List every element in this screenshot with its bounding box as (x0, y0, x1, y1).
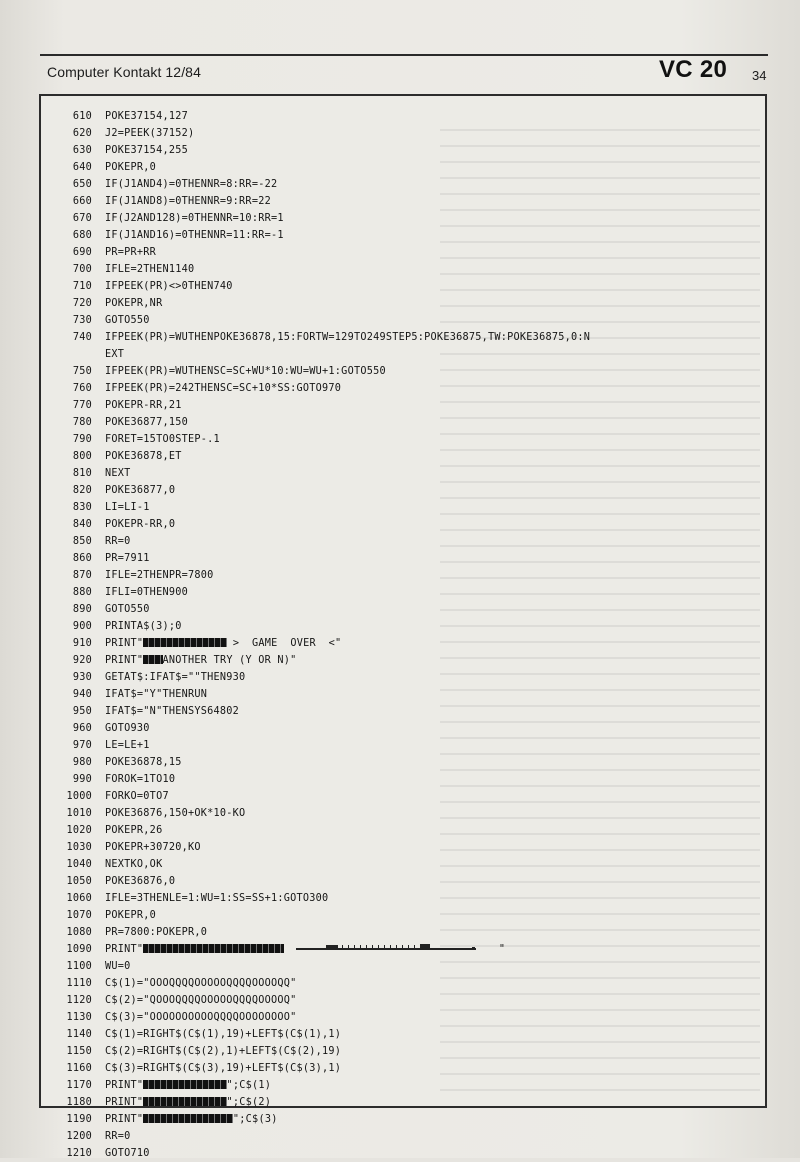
code-line (58, 958, 758, 975)
code-line (58, 329, 758, 346)
code-line (58, 142, 758, 159)
code-text: IFAT$="Y"THENRUN (105, 689, 208, 700)
line-number: 800 (72, 451, 92, 462)
code-text: POKEPR-RR,0 (105, 519, 176, 530)
code-line (58, 363, 758, 380)
code-line (58, 159, 758, 176)
code-text: IFLE=3THENLE=1:WU=1:SS=SS+1:GOTO300 (105, 893, 329, 904)
line-number: 840 (72, 519, 92, 530)
code-text: IFPEEK(PR)=WUTHENPOKE36878,15:FORTW=129TO249STEP5:POKE36875,TW:POKE36875,0:N (105, 332, 591, 343)
code-text: GETAT$:IFAT$=""THEN930 (105, 672, 246, 683)
code-text: NEXTKO,OK (105, 859, 163, 870)
code-line (58, 227, 758, 244)
code-text: C$(3)="OOOOOOOOOOQQQQOOOOOOOO" (105, 1012, 297, 1023)
code-text: POKEPR,26 (105, 825, 163, 836)
line-number: 1010 (66, 808, 92, 819)
code-text: FOROK=1TO10 (105, 774, 176, 785)
code-text: ";C$(2) (226, 1097, 272, 1108)
line-number: 1000 (66, 791, 92, 802)
code-line (58, 686, 758, 703)
line-number: 1150 (66, 1046, 92, 1057)
line-number: 1070 (66, 910, 92, 921)
line-number: 750 (72, 366, 92, 377)
code-line (58, 397, 758, 414)
code-text: POKE37154,255 (105, 145, 188, 156)
line-number: 940 (72, 689, 92, 700)
code-text: IFLE=2THEN1140 (105, 264, 195, 275)
line-number: 1020 (66, 825, 92, 836)
code-text: GOTO710 (105, 1148, 150, 1159)
code-text: POKE36877,0 (105, 485, 176, 496)
line-number: 990 (72, 774, 92, 785)
code-line (58, 533, 758, 550)
code-line (58, 1026, 758, 1043)
line-number: 790 (72, 434, 92, 445)
reverse-control-chars (143, 638, 226, 647)
line-number: 900 (72, 621, 92, 632)
reverse-control-chars (143, 1080, 226, 1089)
line-number: 1040 (66, 859, 92, 870)
code-line (58, 754, 758, 771)
line-number: 910 (72, 638, 92, 649)
code-line (58, 856, 758, 873)
code-text: " (486, 944, 506, 955)
code-text: POKE36877,150 (105, 417, 188, 428)
section-title: VC 20 (659, 56, 728, 83)
code-line (58, 1009, 758, 1026)
code-line (58, 737, 758, 754)
magazine-issue: Computer Kontakt 12/84 (47, 64, 201, 80)
line-number: 890 (72, 604, 92, 615)
code-line (58, 941, 758, 958)
code-text: IF(J2AND128)=0THENNR=10:RR=1 (105, 213, 284, 224)
code-line (58, 890, 758, 907)
line-number: 1110 (66, 978, 92, 989)
code-line (58, 1060, 758, 1077)
code-text: RR=0 (105, 1131, 131, 1142)
code-text: FORET=15TO0STEP-.1 (105, 434, 220, 445)
code-line (58, 720, 758, 737)
line-number: 810 (72, 468, 92, 479)
code-text: PR=PR+RR (105, 247, 157, 258)
code-line (58, 1094, 758, 1111)
code-text: PR=7911 (105, 553, 150, 564)
line-number: 880 (72, 587, 92, 598)
line-number: 1210 (66, 1148, 92, 1159)
code-line (58, 839, 758, 856)
reverse-control-chars (143, 1097, 226, 1106)
line-number: 830 (72, 502, 92, 513)
line-number: 1050 (66, 876, 92, 887)
code-text: LE=LE+1 (105, 740, 150, 751)
code-line (58, 125, 758, 142)
code-text: POKEPR,0 (105, 162, 157, 173)
line-number: 610 (72, 111, 92, 122)
code-line (58, 618, 758, 635)
code-text: IF(J1AND8)=0THENNR=9:RR=22 (105, 196, 271, 207)
line-number: 1080 (66, 927, 92, 938)
line-number: 730 (72, 315, 92, 326)
code-text: PRINT" (105, 655, 144, 666)
code-line (58, 1111, 758, 1128)
code-line (58, 295, 758, 312)
code-text: J2=PEEK(37152) (105, 128, 195, 139)
code-text: IFPEEK(PR)=242THENSC=SC+10*SS:GOTO970 (105, 383, 342, 394)
code-text: POKE36878,ET (105, 451, 182, 462)
graphic-characters (296, 942, 486, 954)
code-text: IFLI=0THEN900 (105, 587, 188, 598)
code-text: PRINT" (105, 638, 144, 649)
code-line (58, 448, 758, 465)
code-line (58, 1128, 758, 1145)
code-line (58, 465, 758, 482)
code-line (58, 873, 758, 890)
line-number: 1160 (66, 1063, 92, 1074)
line-number: 1170 (66, 1080, 92, 1091)
code-line (58, 907, 758, 924)
code-line (58, 567, 758, 584)
line-number: 760 (72, 383, 92, 394)
code-line (58, 703, 758, 720)
line-number: 710 (72, 281, 92, 292)
line-number: 1100 (66, 961, 92, 972)
line-number: 720 (72, 298, 92, 309)
line-number: 1120 (66, 995, 92, 1006)
code-text: GOTO930 (105, 723, 150, 734)
code-text: C$(3)=RIGHT$(C$(3),19)+LEFT$(C$(3),1) (105, 1063, 342, 1074)
code-text: NEXT (105, 468, 131, 479)
code-line (58, 788, 758, 805)
reverse-control-chars (143, 1114, 233, 1123)
code-text: PRINTA$(3);0 (105, 621, 182, 632)
line-number: 860 (72, 553, 92, 564)
code-text: C$(1)="OOOQQQQOOOOOQQQQOOOOQQ" (105, 978, 297, 989)
line-number: 930 (72, 672, 92, 683)
code-text: FORKO=0TO7 (105, 791, 169, 802)
reverse-control-chars (143, 944, 284, 953)
code-line (58, 992, 758, 1009)
code-text: > GAME OVER <" (226, 638, 342, 649)
code-text: POKE36876,0 (105, 876, 176, 887)
line-number: 920 (72, 655, 92, 666)
code-line (58, 550, 758, 567)
line-number: 870 (72, 570, 92, 581)
code-line (58, 482, 758, 499)
code-text: ANOTHER TRY (Y OR N)" (162, 655, 297, 666)
code-text: IF(J1AND16)=0THENNR=11:RR=-1 (105, 230, 284, 241)
code-line (58, 669, 758, 686)
line-number: 850 (72, 536, 92, 547)
code-line (58, 193, 758, 210)
line-number: 1060 (66, 893, 92, 904)
code-text: PR=7800:POKEPR,0 (105, 927, 208, 938)
code-line (58, 635, 758, 652)
line-number: 670 (72, 213, 92, 224)
code-line (58, 975, 758, 992)
code-line (58, 771, 758, 788)
line-number: 1030 (66, 842, 92, 853)
code-text: IF(J1AND4)=0THENNR=8:RR=-22 (105, 179, 278, 190)
code-text: GOTO550 (105, 315, 150, 326)
code-text: IFPEEK(PR)<>0THEN740 (105, 281, 233, 292)
line-number: 690 (72, 247, 92, 258)
code-text: POKEPR-RR,21 (105, 400, 182, 411)
code-line (58, 210, 758, 227)
line-number: 1090 (66, 944, 92, 955)
code-line (58, 108, 758, 125)
line-number: 960 (72, 723, 92, 734)
code-text: GOTO550 (105, 604, 150, 615)
line-number: 680 (72, 230, 92, 241)
code-line (58, 652, 758, 669)
reverse-control-chars (143, 655, 162, 664)
code-line (58, 1077, 758, 1094)
code-line (58, 312, 758, 329)
code-line (58, 278, 758, 295)
code-line (58, 176, 758, 193)
code-text: POKEPR,NR (105, 298, 163, 309)
code-text: LI=LI-1 (105, 502, 150, 513)
basic-program-listing (58, 108, 758, 1162)
code-text: POKE36878,15 (105, 757, 182, 768)
code-line (58, 244, 758, 261)
line-number: 650 (72, 179, 92, 190)
code-line (58, 431, 758, 448)
code-text: POKE36876,150+OK*10-KO (105, 808, 246, 819)
line-number: 1190 (66, 1114, 92, 1125)
line-number: 700 (72, 264, 92, 275)
code-line (58, 822, 758, 839)
code-text: PRINT" (105, 944, 144, 955)
line-number: 980 (72, 757, 92, 768)
line-number: 1180 (66, 1097, 92, 1108)
code-line (58, 924, 758, 941)
code-line (58, 516, 758, 533)
code-line-continuation: EXT (105, 349, 125, 360)
code-line (58, 1145, 758, 1162)
code-line (58, 601, 758, 618)
line-number: 820 (72, 485, 92, 496)
code-text: WU=0 (105, 961, 131, 972)
code-text: IFLE=2THENPR=7800 (105, 570, 214, 581)
code-text: POKEPR,0 (105, 910, 157, 921)
code-line (58, 805, 758, 822)
code-text: PRINT" (105, 1097, 144, 1108)
line-number: 620 (72, 128, 92, 139)
line-number: 970 (72, 740, 92, 751)
code-text: C$(2)=RIGHT$(C$(2),1)+LEFT$(C$(2),19) (105, 1046, 342, 1057)
code-text: POKE37154,127 (105, 111, 188, 122)
line-number: 1200 (66, 1131, 92, 1142)
code-text: IFAT$="N"THENSYS64802 (105, 706, 240, 717)
code-text: IFPEEK(PR)=WUTHENSC=SC+WU*10:WU=WU+1:GOTO550 (105, 366, 386, 377)
code-line (58, 414, 758, 431)
code-text: ";C$(1) (226, 1080, 272, 1091)
code-text: C$(2)="QOOOQQQQOOOOOQQQQOOOOQ" (105, 995, 297, 1006)
code-line (58, 584, 758, 601)
code-line (58, 380, 758, 397)
line-number: 740 (72, 332, 92, 343)
line-number: 640 (72, 162, 92, 173)
code-text: C$(1)=RIGHT$(C$(1),19)+LEFT$(C$(1),1) (105, 1029, 342, 1040)
code-text: POKEPR+30720,KO (105, 842, 201, 853)
line-number: 770 (72, 400, 92, 411)
line-number: 630 (72, 145, 92, 156)
code-line (58, 1043, 758, 1060)
line-number: 950 (72, 706, 92, 717)
code-text: PRINT" (105, 1114, 144, 1125)
page-number: 34 (752, 68, 767, 83)
line-number: 780 (72, 417, 92, 428)
code-line (58, 261, 758, 278)
line-number: 660 (72, 196, 92, 207)
code-text: RR=0 (105, 536, 131, 547)
code-text: PRINT" (105, 1080, 144, 1091)
code-line (58, 499, 758, 516)
line-number: 1140 (66, 1029, 92, 1040)
code-text: ";C$(3) (232, 1114, 278, 1125)
line-number: 1130 (66, 1012, 92, 1023)
